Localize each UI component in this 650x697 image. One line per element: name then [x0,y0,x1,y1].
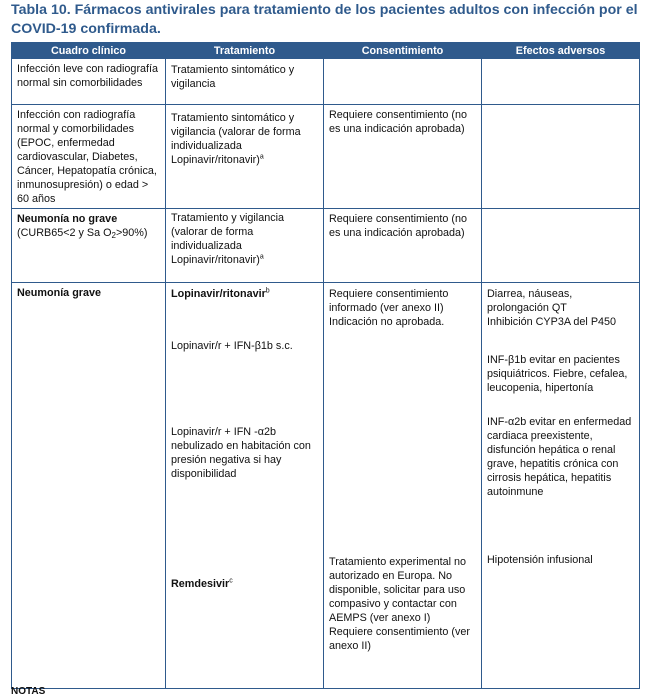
cell-clinical: Infección con radiografía normal y comorbilidades (EPOC, enfermedad cardiovascular, Diabetes, Cáncer, Hepatopatía crónica, inmunosupresión) o edad > 60 años [12,105,166,209]
cell-consent [324,283,482,689]
consent-not-approved: Indicación no aprobada. [329,316,445,328]
header-row [12,43,640,59]
table-row [12,105,640,209]
treatment-ifn-b1b: Lopinavir/r + IFN-β1b s.c. [171,340,293,352]
consent-experimental: Tratamiento experimental no autorizado en Europa. No disponible, solicitar para uso compasivo y contactar con AEMPS (ver anexo I) [329,556,467,624]
adverse-ifn-a2b: INF-α2b evitar en enfermedad cardiaca preexistente, disfunción hepática o renal grave, hepatitis crónica con cirrosis hepática, hepatitis autoinmune [487,416,632,498]
treatment-remdesivir: Remdesivir [171,578,230,590]
table-title: Tabla 10. Fármacos antivirales para tratamiento de los pacientes adultos con infección por el COVID-19 confirmada. [11,2,638,37]
header-consent: Consentimiento [324,43,482,59]
header-adverse: Efectos adversos [482,43,640,59]
treatment-lopinavir: Lopinavir/ritonavir [171,288,266,300]
treatment-text: Tratamiento y vigilancia (valorar de forma individualizada Lopinavir/ritonavir) [171,212,285,266]
cell-adverse [482,59,640,105]
cell-adverse [482,209,640,283]
cell-adverse [482,283,640,689]
footer-notes: NOTAS [11,686,46,697]
cell-clinical: Infección leve con radiografía normal sin comorbilidades [12,59,166,105]
table-row [12,283,640,689]
footnote-marker: a [259,153,264,161]
antiviral-table [11,42,640,689]
clinical-heading: Neumonía no grave [17,213,118,225]
clinical-criteria: (CURB65<2 y Sa O2>90%) [17,227,148,240]
cell-consent: Requiere consentimiento (no es una indicación aprobada) [324,105,482,209]
cell-treatment [166,209,324,283]
cell-consent: Requiere consentimiento (no es una indicación aprobada) [324,209,482,283]
consent-informed: Requiere consentimiento informado (ver anexo II) [329,288,449,314]
cell-treatment [166,283,324,689]
footnote-marker: a [259,253,264,261]
table-row [12,59,640,105]
cell-adverse [482,105,640,209]
footnote-marker: c [229,577,233,585]
table-row [12,209,640,283]
cell-consent [324,59,482,105]
header-clinical: Cuadro clínico [12,43,166,59]
adverse-ifn-b1b: INF-β1b evitar en pacientes psiquiátricos. Fiebre, cefalea, leucopenia, hipertonía [487,354,628,394]
adverse-lopinavir: Diarrea, náuseas, prolongación QT [487,288,573,314]
header-treatment: Tratamiento [166,43,324,59]
cell-treatment [166,105,324,209]
cell-treatment: Tratamiento sintomático y vigilancia [166,59,324,105]
footnote-marker: b [265,287,270,295]
consent-required: Requiere consentimiento (ver anexo II) [329,626,471,652]
adverse-remdesivir: Hipotensión infusional [487,554,593,566]
treatment-ifn-a2b: Lopinavir/r + IFN -α2b nebulizado en habitación con presión negativa si hay disponibilidad [171,426,311,480]
treatment-text: Tratamiento sintomático y vigilancia (valorar de forma individualizada Lopinavir/ritonavir) [171,112,301,166]
cell-clinical [12,209,166,283]
cell-clinical: Neumonía grave [12,283,166,689]
adverse-cyp3a: Inhibición CYP3A del P450 [487,316,617,328]
